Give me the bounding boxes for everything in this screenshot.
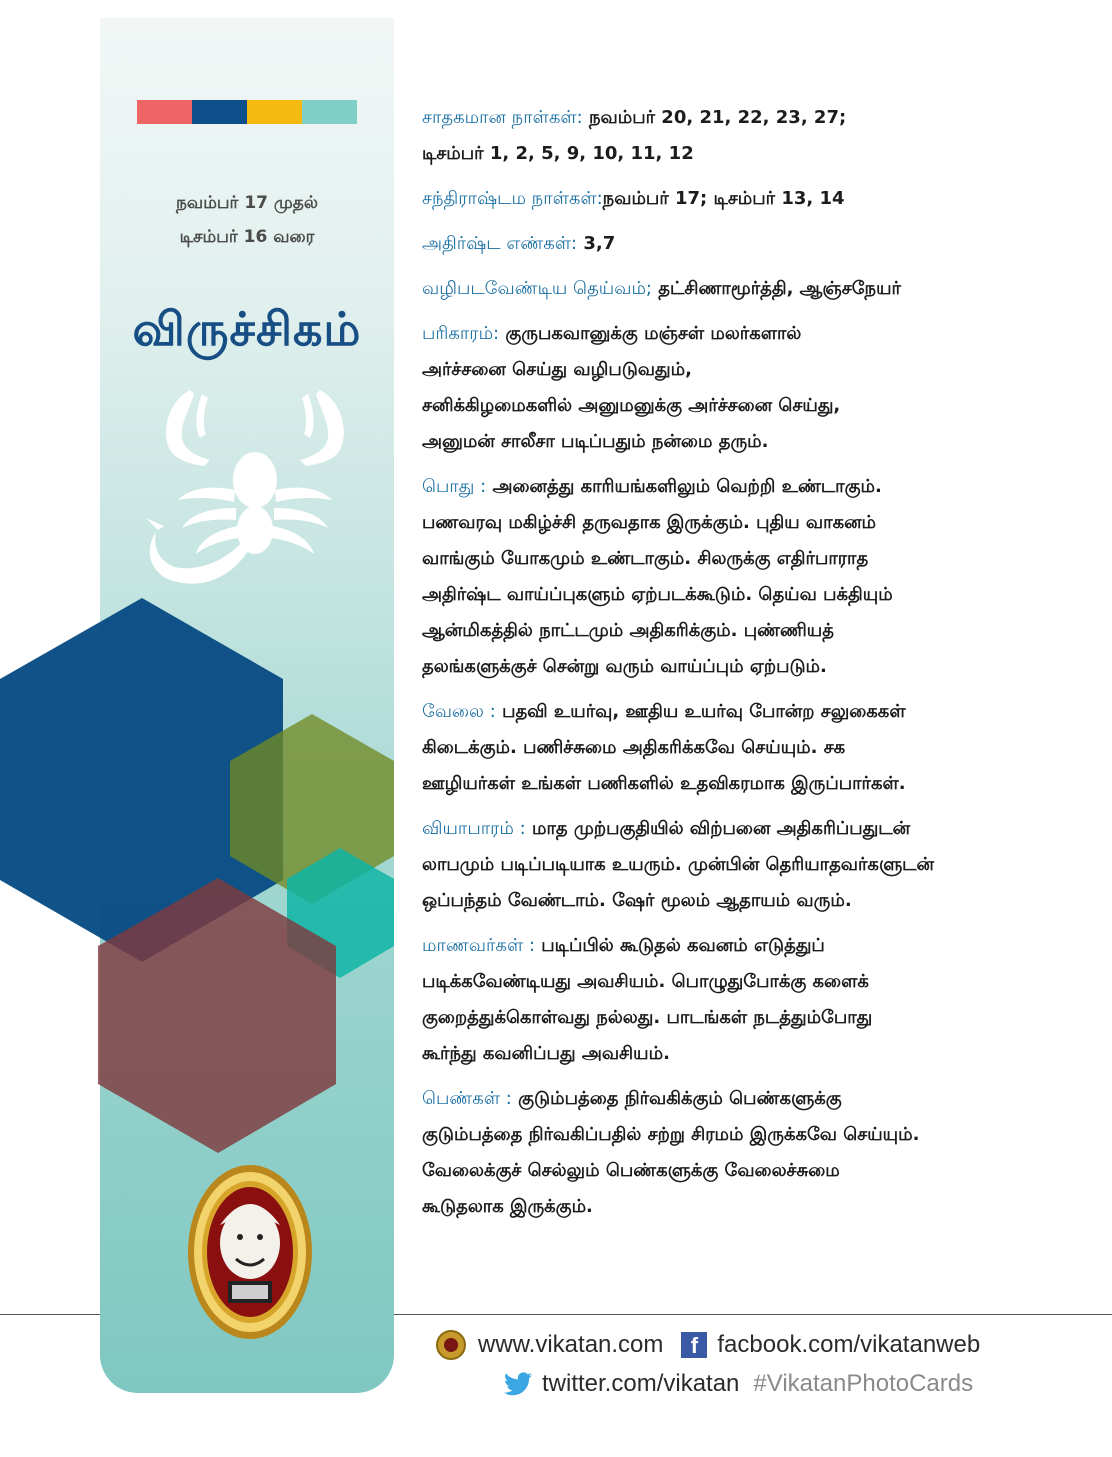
section-line: மாத முற்பகுதியில் விற்பனை அதிகரிப்பதுடன் [531, 818, 911, 839]
date-line-end: டிசம்பர் 16 வரை [179, 227, 315, 247]
color-bar-yellow [247, 100, 302, 124]
section-label: சந்திராஷ்டம நாள்கள்: [422, 188, 603, 209]
date-line-start: நவம்பர் 17 முதல் [176, 193, 318, 213]
section-label: சாதகமான நாள்கள்: [422, 107, 583, 128]
section-label: வழிபடவேண்டிய தெய்வம்; [422, 278, 653, 299]
section-students [422, 928, 1092, 1072]
footer-row-web [436, 1330, 980, 1360]
section-line: ஒப்பந்தம் வேண்டாம். ஷேர் மூலம் ஆதாயம் வரும். [422, 890, 852, 911]
vikatan-logo [186, 1163, 314, 1341]
hashtag: #VikatanPhotoCards [753, 1370, 974, 1397]
section-business [422, 811, 1092, 919]
section-line: 3,7 [583, 233, 616, 254]
section-remedy [422, 316, 1092, 460]
section-line: தட்சிணாமூர்த்தி, ஆஞ்சநேயர் [658, 278, 901, 299]
facebook-icon[interactable]: f [681, 1332, 707, 1358]
date-range [100, 186, 394, 254]
section-label: அதிர்ஷ்ட எண்கள்: [422, 233, 578, 254]
horoscope-content [422, 100, 1092, 1234]
section-general [422, 469, 1092, 685]
section-chandrashtama [422, 181, 1092, 217]
color-bar-blue [192, 100, 247, 124]
footer-divider-left [0, 1314, 100, 1315]
section-women [422, 1081, 1092, 1225]
section-label: பரிகாரம்: [422, 323, 500, 344]
scorpion-icon [130, 380, 370, 610]
section-lucky-numbers [422, 226, 1092, 262]
section-label: வியாபாரம் : [422, 818, 526, 839]
section-line: வேலைக்குச் செல்லும் பெண்களுக்கு வேலைச்சுமை [422, 1160, 840, 1181]
section-line: அர்ச்சனை செய்து வழிபடுவதும், [422, 359, 692, 380]
vikatan-mini-logo-icon [436, 1330, 466, 1360]
section-favorable-days [422, 100, 1092, 172]
section-line: அதிர்ஷ்ட வாய்ப்புகளும் ஏற்படக்கூடும். தெய்வ பக்தியும் [422, 584, 893, 605]
section-line: பணவரவு மகிழ்ச்சி தருவதாக இருக்கும். புதிய வாகனம் [422, 512, 877, 533]
section-line: நவம்பர் 20, 21, 22, 23, 27; [588, 107, 847, 128]
section-line: குடும்பத்தை நிர்வகிக்கும் பெண்களுக்கு [518, 1088, 842, 1109]
section-line: டிசம்பர் 1, 2, 5, 9, 10, 11, 12 [422, 143, 694, 164]
section-line: ஆன்மிகத்தில் நாட்டமும் அதிகரிக்கும். புண்ணியத் [422, 620, 834, 641]
section-label: பொது : [422, 476, 487, 497]
section-line: நவம்பர் 17; டிசம்பர் 13, 14 [602, 188, 845, 209]
twitter-icon[interactable] [504, 1372, 532, 1396]
section-line: கூர்ந்து கவனிப்பது அவசியம். [422, 1043, 670, 1064]
twitter-link[interactable]: twitter.com/vikatan [542, 1370, 740, 1397]
section-line: குடும்பத்தை நிர்வகிப்பதில் சற்று சிரமம் இருக்கவே செய்யும். [422, 1124, 920, 1145]
section-label: வேலை : [422, 701, 496, 722]
section-line: குருபகவானுக்கு மஞ்சள் மலர்களால் [505, 323, 802, 344]
color-bar-teal [302, 100, 357, 124]
section-line: வாங்கும் யோகமும் உண்டாகும். சிலருக்கு எதிர்பாராத [422, 548, 869, 569]
section-line: தலங்களுக்குச் சென்று வரும் வாய்ப்பும் ஏற்படும். [422, 656, 827, 677]
section-label: மாணவர்கள் : [422, 935, 535, 956]
footer-row-twitter [504, 1370, 973, 1398]
section-line: கூடுதலாக இருக்கும். [422, 1196, 593, 1217]
color-bar-red [137, 100, 192, 124]
footer-divider-right [394, 1314, 1112, 1315]
section-deity [422, 271, 1092, 307]
color-bar [137, 100, 357, 124]
section-line: அனுமன் சாலீசா படிப்பதும் நன்மை தரும். [422, 431, 769, 452]
section-line: சனிக்கிழமைகளில் அனுமனுக்கு அர்ச்சனை செய்து, [422, 395, 841, 416]
section-line: அனைத்து காரியங்களிலும் வெற்றி உண்டாகும். [492, 476, 882, 497]
hexagon-decoration [0, 590, 400, 1170]
facebook-link[interactable]: facbook.com/vikatanweb [717, 1331, 981, 1358]
section-work [422, 694, 1092, 802]
section-line: குறைத்துக்கொள்வது நல்லது. பாடங்கள் நடத்தும்போது [422, 1007, 873, 1028]
section-line: பதவி உயர்வு, ஊதிய உயர்வு போன்ற சலுகைகள் [502, 701, 906, 722]
sign-title: விருச்சிகம் [132, 302, 362, 356]
section-line: படிக்கவேண்டியது அவசியம். பொழுதுபோக்கு களைக் [422, 971, 869, 992]
section-line: படிப்பில் கூடுதல் கவனம் எடுத்துப் [541, 935, 825, 956]
section-label: பெண்கள் : [422, 1088, 512, 1109]
section-line: ஊழியர்கள் உங்கள் பணிகளில் உதவிகரமாக இருப்பார்கள். [422, 773, 906, 794]
section-line: கிடைக்கும். பணிச்சுமை அதிகரிக்கவே செய்யும். சக [422, 737, 846, 758]
footer [436, 1326, 1076, 1416]
website-link[interactable]: www.vikatan.com [478, 1331, 664, 1358]
section-line: லாபமும் படிப்படியாக உயரும். முன்பின் தெரியாதவர்களுடன் [422, 854, 934, 875]
